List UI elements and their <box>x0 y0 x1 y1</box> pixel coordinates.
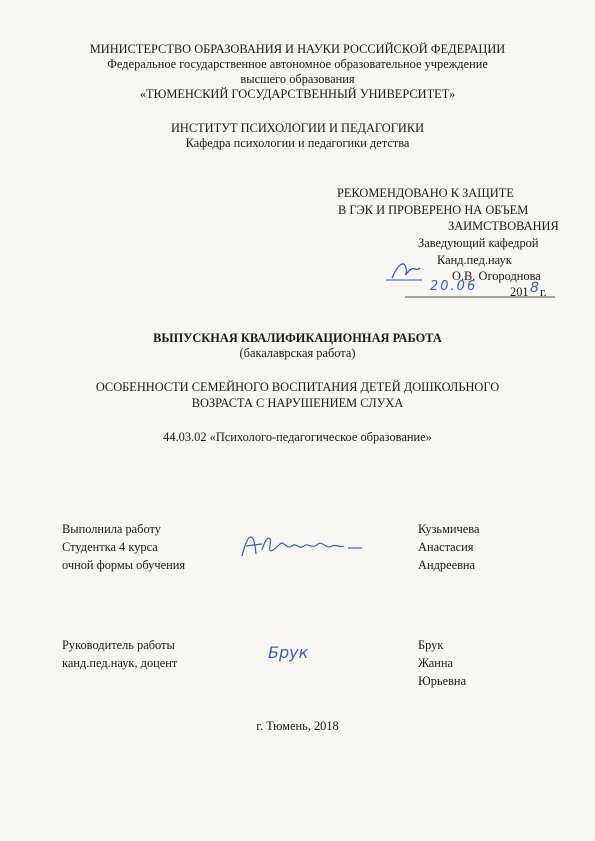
student-signature <box>236 526 376 566</box>
supervisor-name-line: Юрьевна <box>418 674 467 688</box>
approval-line-3: ЗАИМСТВОВАНИЯ <box>448 219 559 233</box>
approval-year-prefix: 201 <box>510 285 529 299</box>
supervisor-name <box>418 636 466 690</box>
approval-line-2: В ГЭК И ПРОВЕРЕНО НА ОБЪЕМ <box>338 203 529 217</box>
work-title-line-2: ВОЗРАСТА С НАРУШЕНИЕМ СЛУХА <box>191 396 404 410</box>
institute-name: ИНСТИТУТ ПСИХОЛОГИИ И ПЕДАГОГИКИ <box>170 121 425 135</box>
student-label-line: Выполнила работу <box>62 522 161 536</box>
ministry-title: МИНИСТЕРСТВО ОБРАЗОВАНИЯ И НАУКИ РОССИЙСКОЙ ФЕДЕРАЦИИ <box>89 42 506 56</box>
work-title-line-1: ОСОБЕННОСТИ СЕМЕЙНОГО ВОСПИТАНИЯ ДЕТЕЙ ДОШКОЛЬНОГО <box>95 380 500 394</box>
supervisor-name-line: Брук <box>418 638 444 652</box>
program-code: 44.03.02 «Психолого-педагогическое образование» <box>163 430 432 444</box>
student-label-line: очной формы обучения <box>62 558 186 572</box>
work-subtype: (бакалаврская работа) <box>239 346 356 360</box>
approval-role: Заведующий кафедрой <box>418 236 539 250</box>
supervisor-signature: Брук <box>268 643 309 662</box>
student-name <box>418 520 479 574</box>
agency-line-1: Федеральное государственное автономное образовательное учреждение <box>107 57 488 71</box>
approval-date-handwritten: 20.06 <box>430 279 478 294</box>
city-year: г. Тюмень, 2018 <box>256 719 339 733</box>
student-name-line: Андреевна <box>418 558 476 572</box>
supervisor-label <box>62 636 177 672</box>
student-label-line: Студентка 4 курса <box>62 540 158 554</box>
student-name-line: Анастасия <box>418 540 474 554</box>
approval-name: О.В. Огороднова <box>452 269 541 283</box>
approval-line-1: РЕКОМЕНДОВАНО К ЗАЩИТЕ <box>337 186 514 200</box>
department-name: Кафедра психологии и педагогики детства <box>185 136 410 150</box>
supervisor-label-line: канд.пед.наук, доцент <box>62 656 178 670</box>
agency-line-2: высшего образования <box>240 72 355 86</box>
supervisor-label-line: Руководитель работы <box>62 638 175 652</box>
approval-year-suffix: г. <box>540 285 547 299</box>
supervisor-name-line: Жанна <box>418 656 454 670</box>
approval-degree: Канд.пед.наук <box>437 253 512 267</box>
approval-year-digit: 8 <box>530 280 539 296</box>
university-name: «ТЮМЕНСКИЙ ГОСУДАРСТВЕННЫЙ УНИВЕРСИТЕТ» <box>139 87 456 101</box>
work-type: ВЫПУСКНАЯ КВАЛИФИКАЦИОННАЯ РАБОТА <box>153 331 442 345</box>
student-name-line: Кузьмичева <box>418 522 480 536</box>
student-label <box>62 520 185 574</box>
